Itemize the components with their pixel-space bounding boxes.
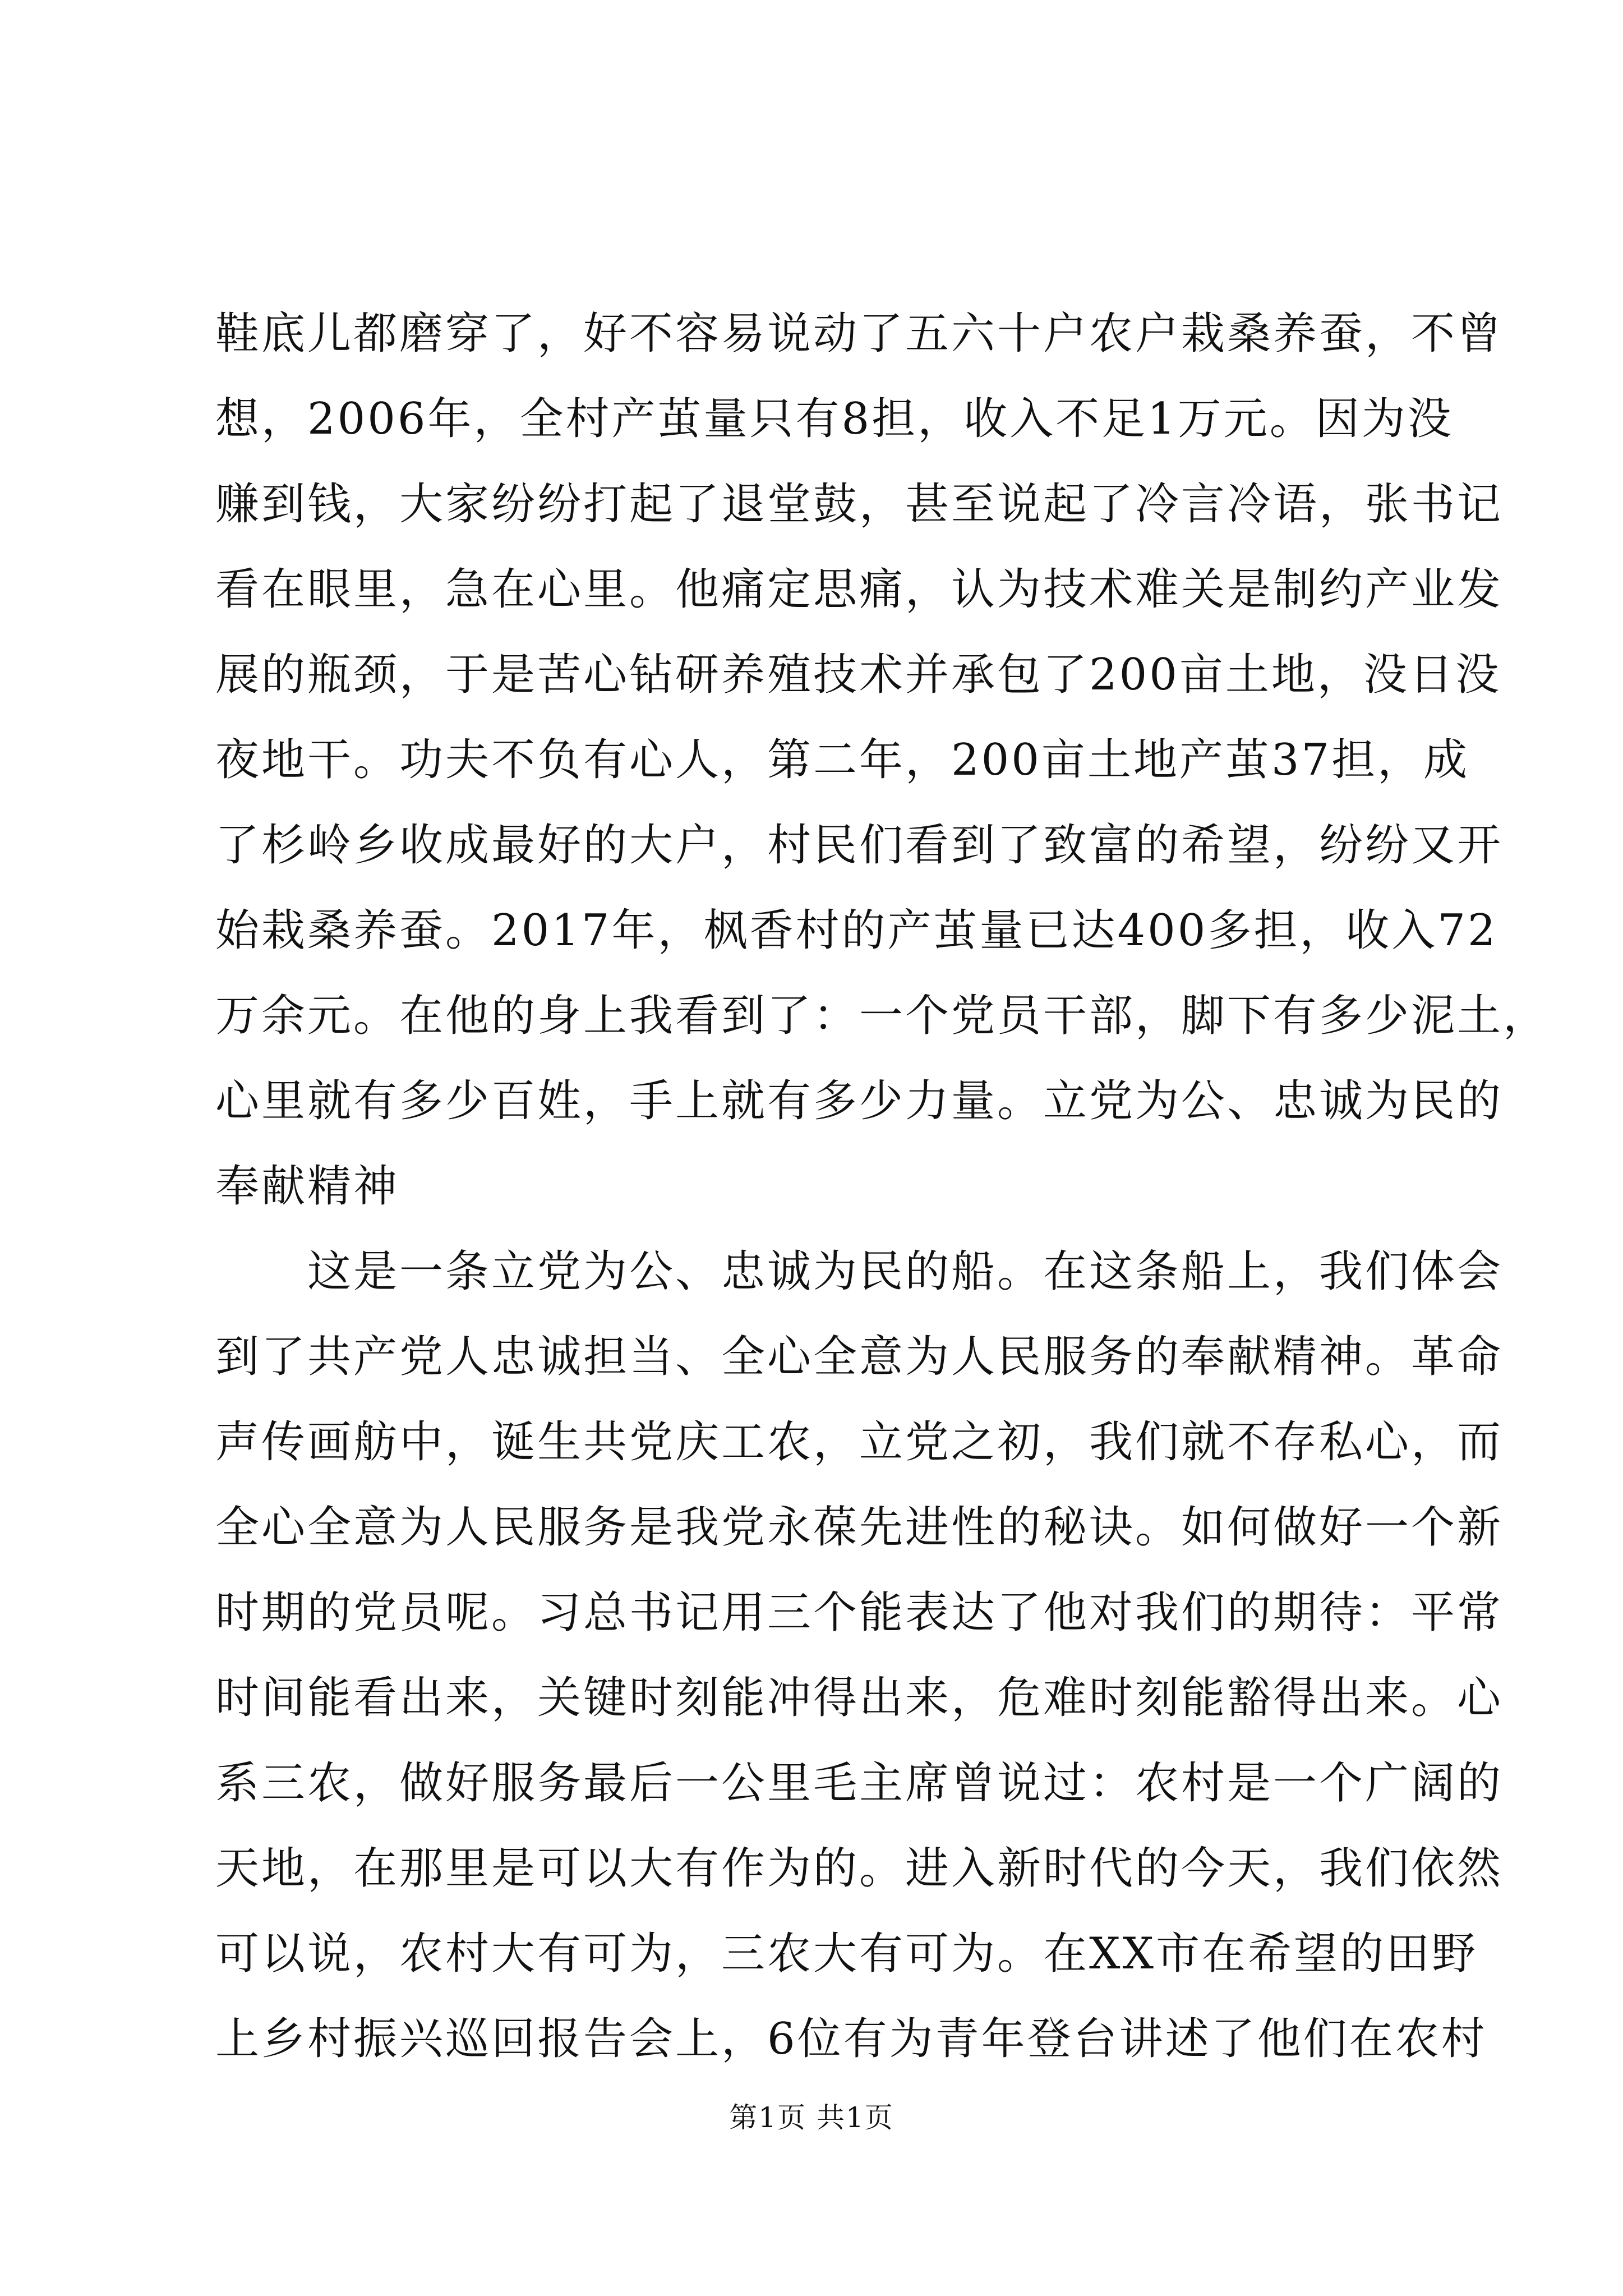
text-line: 赚到钱，大家纷纷打起了退堂鼓，甚至说起了冷言冷语，张书记	[215, 479, 1504, 530]
text-line: 夜地干。功夫不负有心人，第二年，200亩土地产茧37担，成	[215, 735, 1470, 785]
text-line: 展的瓶颈，于是苦心钻研养殖技术并承包了200亩土地，没日没	[215, 650, 1501, 700]
text-line: 想，2006年，全村产茧量只有8担，收入不足1万元。因为没	[215, 394, 1454, 444]
text-line: 可以说，农村大有可为，三农大有可为。在XX市在希望的田野	[215, 1929, 1478, 1979]
text-line: 到了共产党人忠诚担当、全心全意为人民服务的奉献精神。革命	[215, 1332, 1504, 1382]
text-line: 时期的党员呢。习总书记用三个能表达了他对我们的期待：平常	[215, 1588, 1504, 1638]
text-line: 鞋底儿都磨穿了，好不容易说动了五六十户农户栽桑养蚕，不曾	[215, 309, 1504, 359]
text-line: 万余元。在他的身上我看到了：一个党员干部，脚下有多少泥土，	[215, 991, 1550, 1041]
text-line: 时间能看出来，关键时刻能冲得出来，危难时刻能豁得出来。心	[215, 1673, 1504, 1723]
page-footer: 第1页 共1页	[729, 2101, 894, 2134]
text-line: 这是一条立党为公、忠诚为民的船。在这条船上，我们体会	[215, 1246, 1504, 1297]
text-line: 始栽桑养蚕。2017年，枫香村的产茧量已达400多担，收入72	[215, 905, 1498, 956]
text-line: 心里就有多少百姓，手上就有多少力量。立党为公、忠诚为民的	[215, 1076, 1504, 1126]
text-line: 全心全意为人民服务是我党永葆先进性的秘诀。如何做好一个新	[215, 1502, 1504, 1553]
text-line: 天地，在那里是可以大有作为的。进入新时代的今天，我们依然	[215, 1843, 1504, 1894]
text-line: 看在眼里，急在心里。他痛定思痛，认为技术难关是制约产业发	[215, 564, 1504, 615]
text-line: 声传画舫中，诞生共党庆工农，立党之初，我们就不存私心，而	[215, 1417, 1504, 1467]
text-line: 奉献精神	[215, 1161, 400, 1212]
text-line: 上乡村振兴巡回报告会上，6位有为青年登台讲述了他们在农村	[215, 2014, 1487, 2064]
text-line: 系三农，做好服务最后一公里毛主席曾说过：农村是一个广阔的	[215, 1758, 1504, 1809]
text-line: 了杉岭乡收成最好的大户，村民们看到了致富的希望，纷纷又开	[215, 820, 1504, 871]
